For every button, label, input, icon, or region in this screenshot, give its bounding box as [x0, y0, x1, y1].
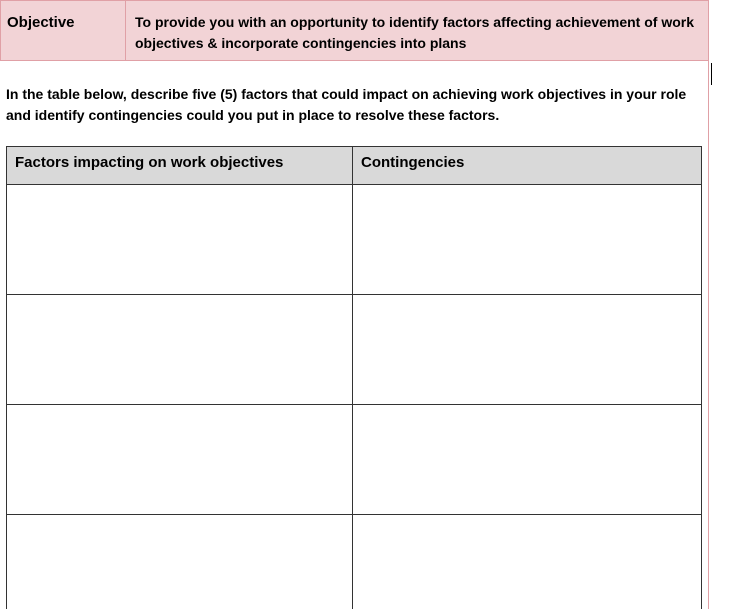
- contingency-cell[interactable]: [353, 405, 702, 515]
- table-row: [7, 295, 702, 405]
- page-margin-line: [708, 61, 709, 609]
- factor-cell[interactable]: [7, 185, 353, 295]
- factor-cell[interactable]: [7, 515, 353, 609]
- header-contingencies: Contingencies: [353, 147, 702, 185]
- factor-cell[interactable]: [7, 295, 353, 405]
- contingency-cell[interactable]: [353, 295, 702, 405]
- contingency-cell[interactable]: [353, 185, 702, 295]
- objective-box: [0, 0, 709, 61]
- table-row: [7, 185, 702, 295]
- contingency-cell[interactable]: [353, 515, 702, 609]
- text-cursor: [711, 63, 712, 85]
- objective-text: To provide you with an opportunity to identify factors affecting achievement of work objectives & incorporate contingencies into plans: [135, 14, 695, 51]
- factors-contingencies-table: [6, 146, 702, 609]
- header-factors: Factors impacting on work objectives: [7, 147, 353, 185]
- objective-label: Objective: [1, 1, 126, 60]
- table-row: [7, 515, 702, 609]
- instructions-paragraph: In the table below, describe five (5) factors that could impact on achieving work objectives in your role and identify contingencies could you put in place to resolve these factors.: [6, 86, 687, 123]
- table-header-row: [7, 147, 702, 185]
- table-row: [7, 405, 702, 515]
- factor-cell[interactable]: [7, 405, 353, 515]
